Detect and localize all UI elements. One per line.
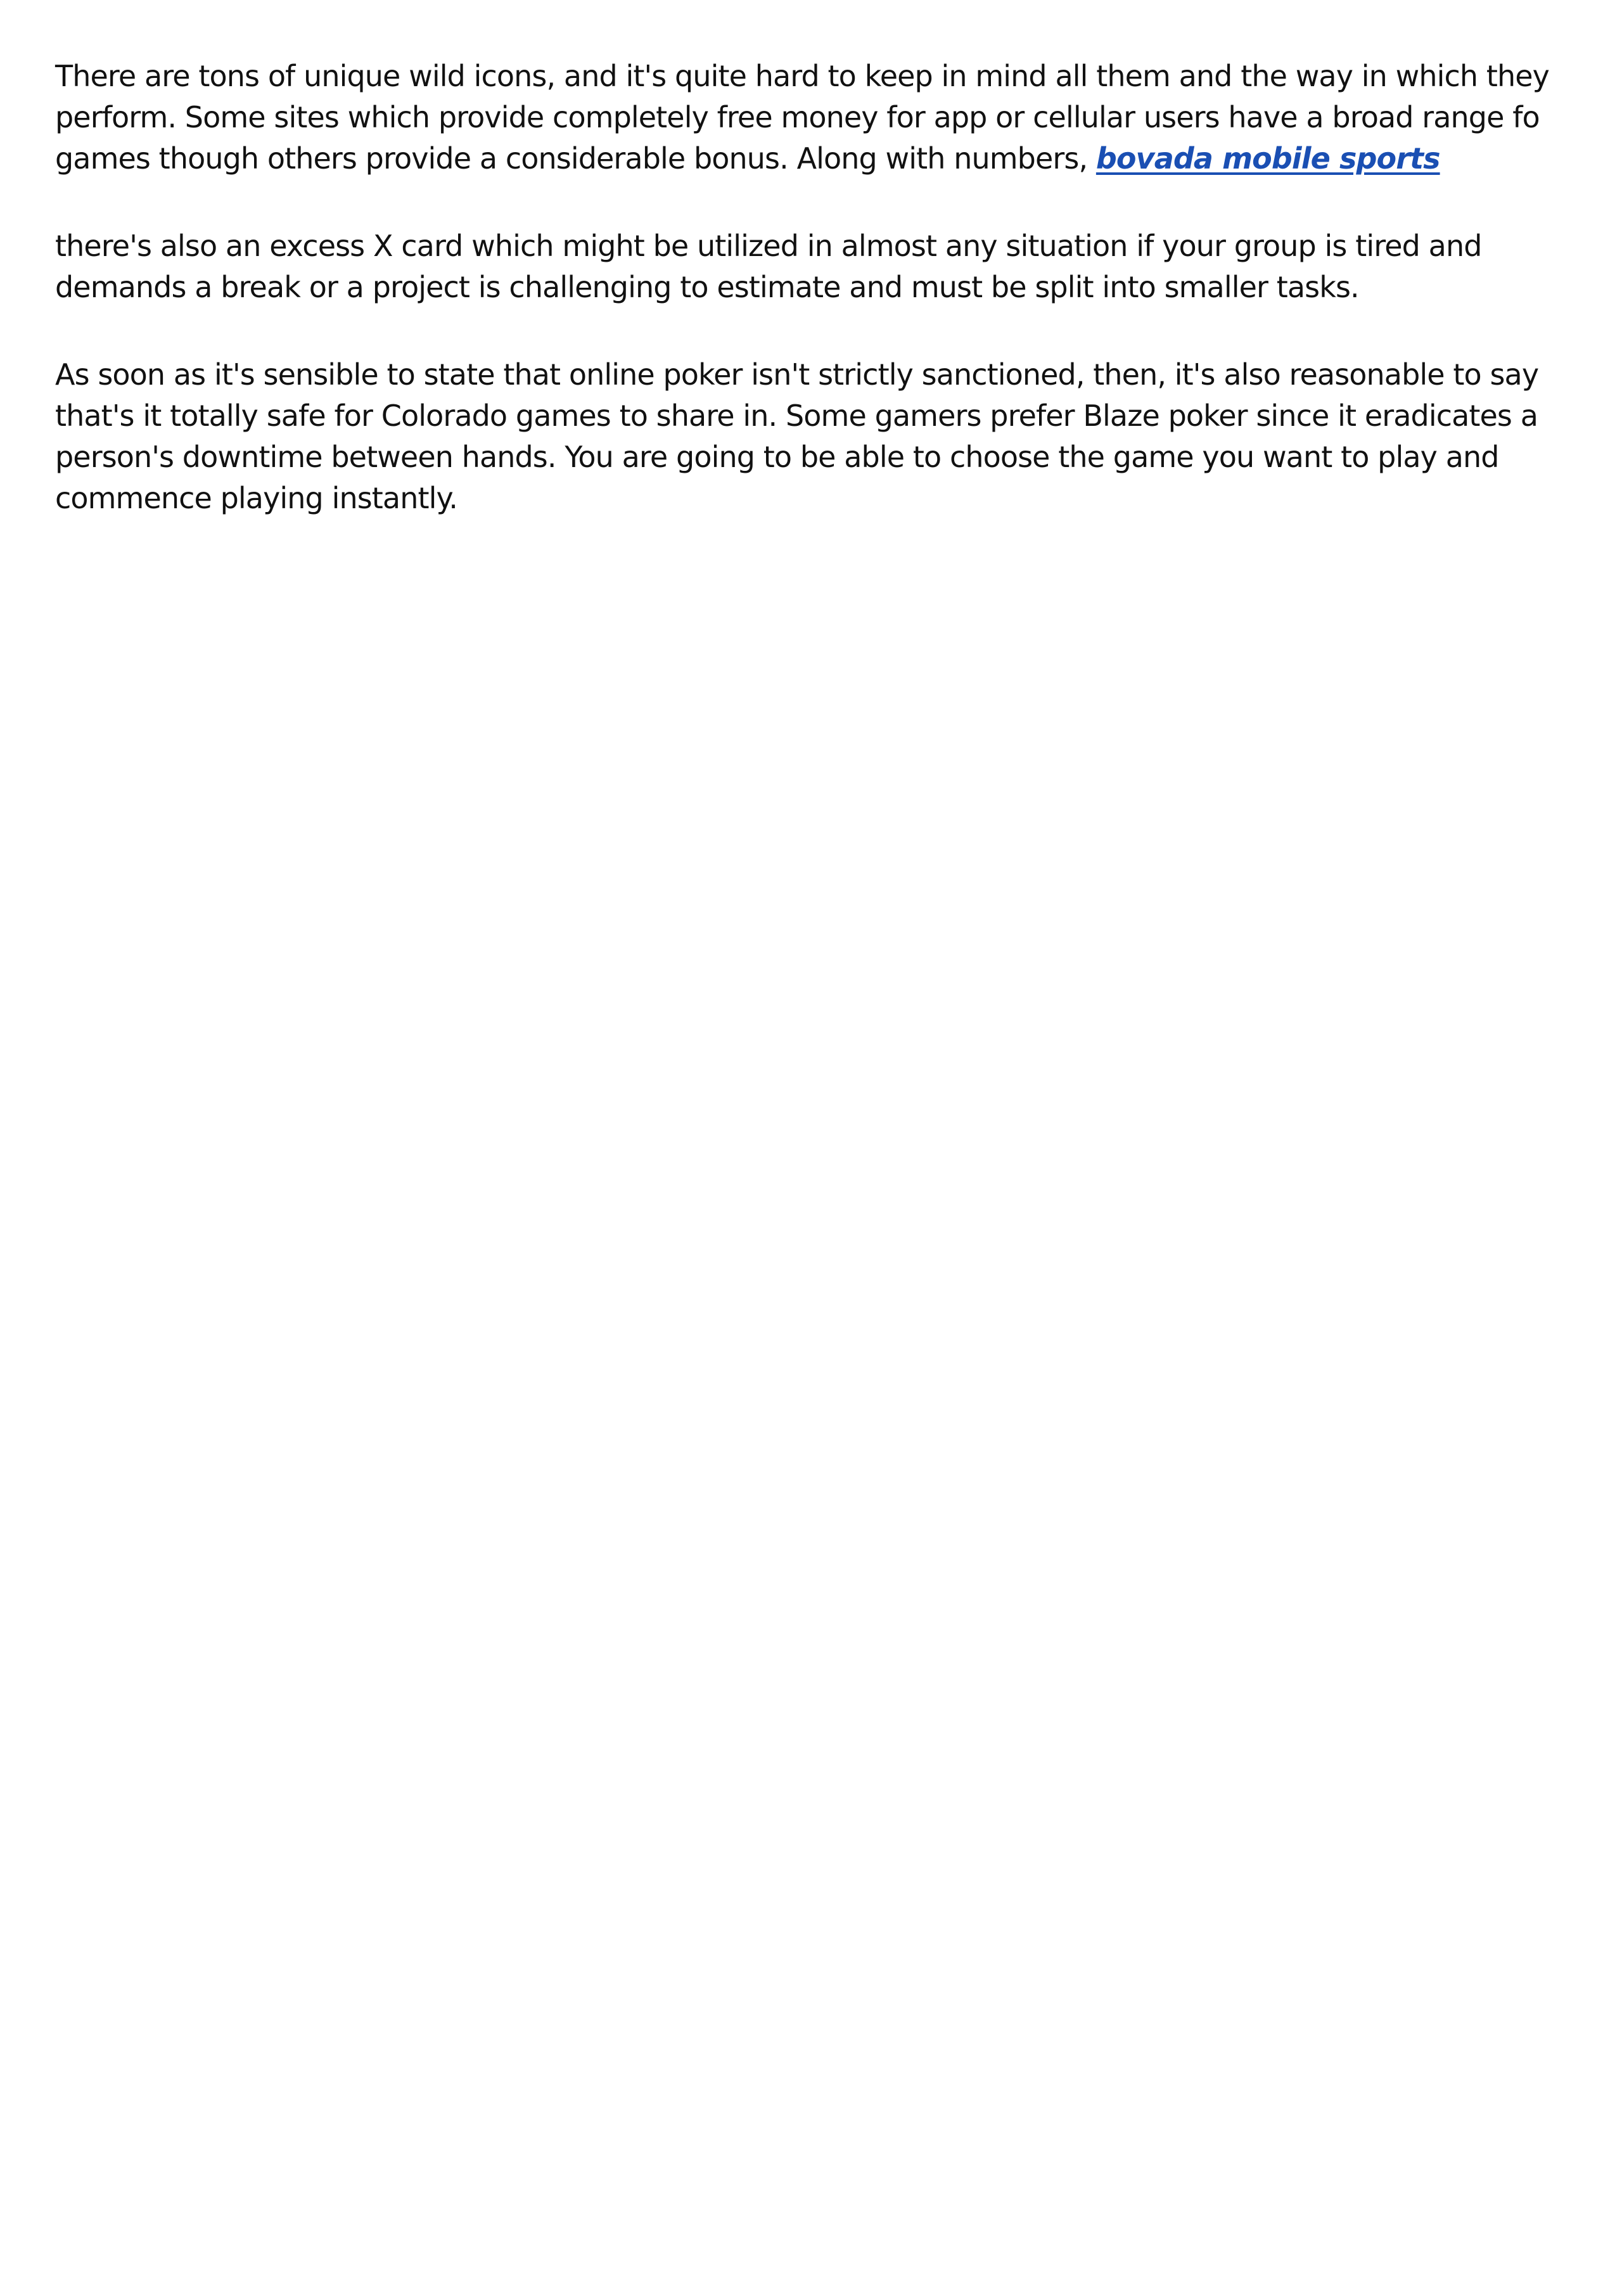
paragraph-1 bbox=[55, 56, 1576, 179]
paragraph-3: As soon as it's sensible to state that online poker isn't strictly sanctioned, then, it's also reasonable to say that's it totally safe for Colorado games to share in. Some gamers prefer Blaze poker since it eradicates a person's downtime between hands. You are going to be able to choose the game you want to play and commence playing instantly. bbox=[55, 357, 1539, 515]
document-body bbox=[55, 56, 1576, 565]
paragraph-2: there's also an excess X card which might be utilized in almost any situation if your group is tired and demands a break or a project is challenging to estimate and must be split into smaller tasks. bbox=[55, 229, 1482, 304]
paragraph-1-text: There are tons of unique wild icons, and it's quite hard to keep in mind all them and the way in which they perform. Some sites which provide completely free money for app or cellular users have a broad range fo games though others provide a considerable bonus. Along with numbers, bbox=[55, 59, 1549, 176]
bovada-mobile-sports-link[interactable]: bovada mobile sports bbox=[1095, 141, 1440, 176]
